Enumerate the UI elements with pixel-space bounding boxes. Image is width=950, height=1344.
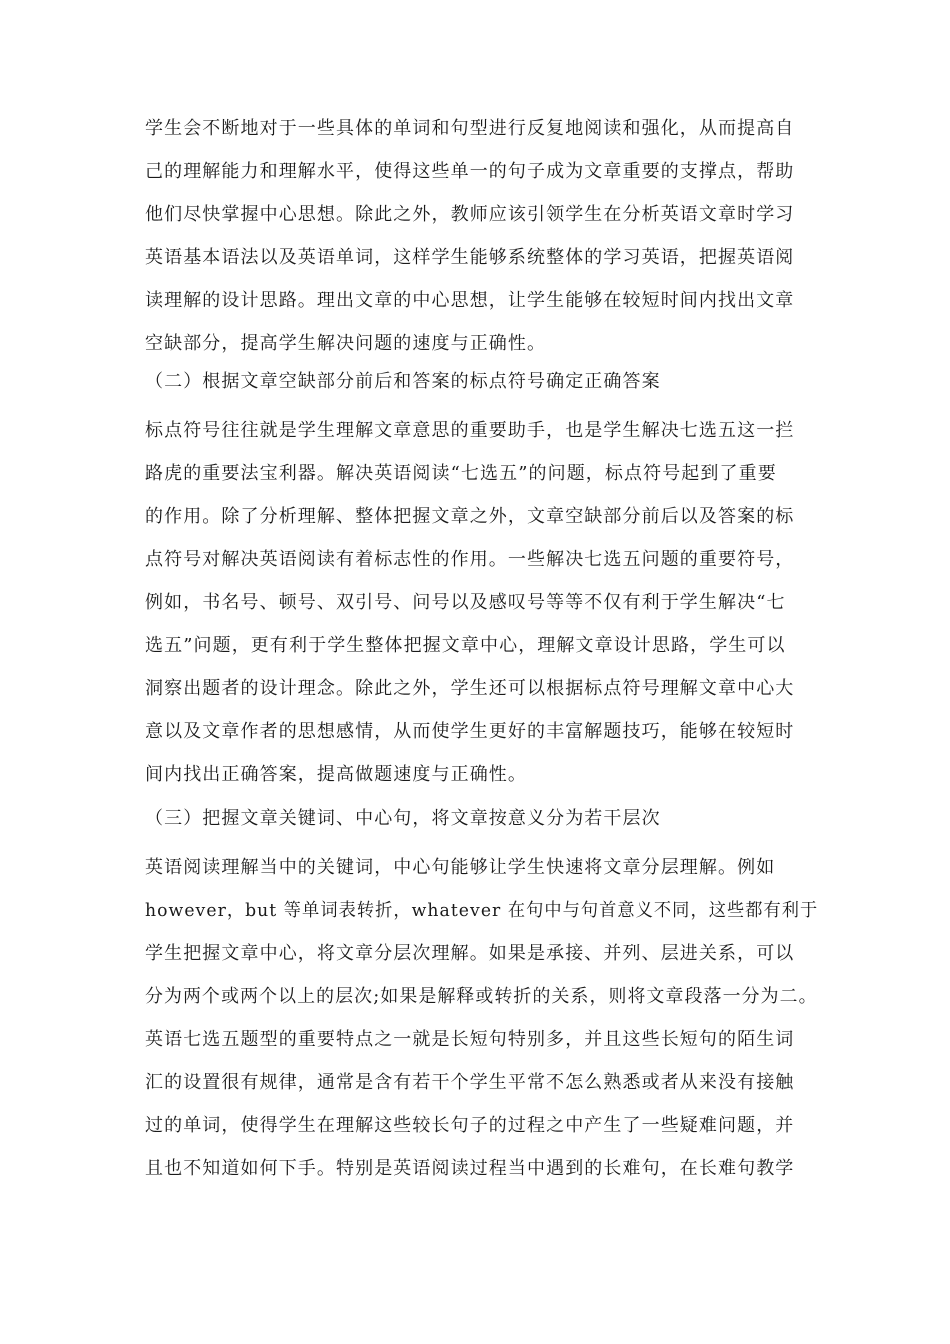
body-text-line: 英语基本语法以及英语单词，这样学生能够系统整体的学习英语，把握英语阅: [145, 247, 795, 268]
body-text-line: 学生会不断地对于一些具体的单词和句型进行反复地阅读和强化，从而提高自: [145, 118, 795, 139]
body-text-line: 过的单词，使得学生在理解这些较长句子的过程之中产生了一些疑难问题，并: [145, 1115, 795, 1136]
body-text-line: 洞察出题者的设计理念。除此之外，学生还可以根据标点符号理解文章中心大: [145, 678, 795, 699]
body-text-line: 读理解的设计思路。理出文章的中心思想，让学生能够在较短时间内找出文章: [145, 290, 795, 311]
body-text-line: 空缺部分，提高学生解决问题的速度与正确性。: [145, 333, 547, 354]
body-text-line: 意以及文章作者的思想感情，从而使学生更好的丰富解题技巧，能够在较短时: [145, 721, 795, 742]
body-text-line: 点符号对解决英语阅读有着标志性的作用。一些解决七选五问题的重要符号，: [145, 549, 795, 570]
body-text-line: 汇的设置很有规律，通常是含有若干个学生平常不怎么熟悉或者从来没有接触: [145, 1072, 795, 1093]
body-text-line: 分为两个或两个以上的层次;如果是解释或转折的关系，则将文章段落一分为二。: [145, 986, 818, 1007]
body-text-line: 己的理解能力和理解水平，使得这些单一的句子成为文章重要的支撑点，帮助: [145, 161, 795, 182]
body-text-line: 他们尽快掌握中心思想。除此之外，教师应该引领学生在分析英语文章时学习: [145, 204, 795, 225]
body-text-line: 英语七选五题型的重要特点之一就是长短句特别多，并且这些长短句的陌生词: [145, 1029, 795, 1050]
section-heading: （二）根据文章空缺部分前后和答案的标点符号确定正确答案: [145, 371, 661, 392]
body-text-line: 例如，书名号、顿号、双引号、问号以及感叹号等等不仅有利于学生解决“七: [145, 592, 786, 613]
body-text-line: 间内找出正确答案，提高做题速度与正确性。: [145, 764, 527, 785]
body-text-line: 路虎的重要法宝利器。解决英语阅读“七选五”的问题，标点符号起到了重要: [145, 463, 777, 484]
body-text-line: 且也不知道如何下手。特别是英语阅读过程当中遇到的长难句，在长难句教学: [145, 1158, 795, 1179]
body-text-line: 标点符号往往就是学生理解文章意思的重要助手，也是学生解决七选五这一拦: [145, 420, 795, 441]
body-text-line: 的作用。除了分析理解、整体把握文章之外，文章空缺部分前后以及答案的标: [145, 506, 795, 527]
body-text-line: however，but 等单词表转折，whatever 在句中与句首意义不同，这些都有利于: [145, 900, 819, 921]
section-heading: （三）把握文章关键词、中心句，将文章按意义分为若干层次: [145, 808, 661, 829]
body-text-line: 选五”问题，更有利于学生整体把握文章中心，理解文章设计思路，学生可以: [145, 635, 786, 656]
body-text-line: 学生把握文章中心，将文章分层次理解。如果是承接、并列、层进关系，可以: [145, 943, 795, 964]
body-text-line: 英语阅读理解当中的关键词，中心句能够让学生快速将文章分层理解。例如: [145, 857, 776, 878]
